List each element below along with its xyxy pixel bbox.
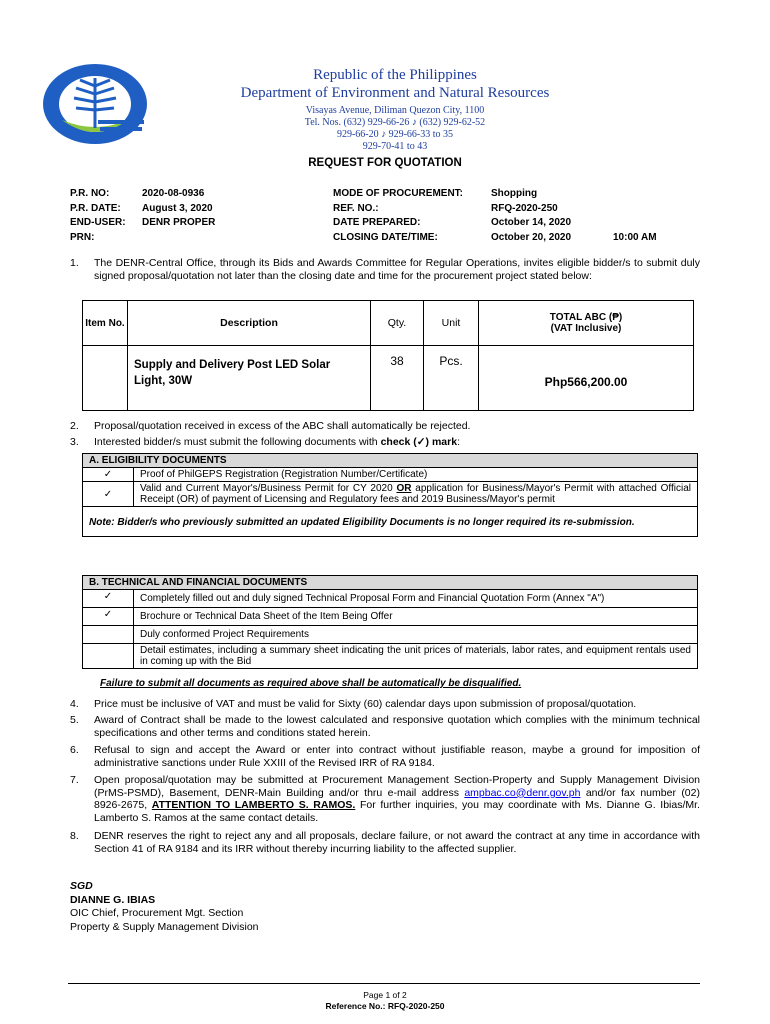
meta-row: REF. NO.: RFQ-2020-250: [333, 202, 558, 214]
item-2: 2. Proposal/quotation received in excess of the ABC shall automatically be rejected.: [70, 420, 471, 432]
check-mark-icon: ✓: [83, 590, 134, 608]
footer-reference: Reference No.: RFQ-2020-250: [325, 1001, 445, 1011]
document-title: REQUEST FOR QUOTATION: [308, 157, 462, 169]
checklist-row: [83, 468, 698, 482]
technical-section: [82, 575, 698, 669]
quotation-row: [83, 346, 694, 411]
eligibility-section: [82, 453, 698, 537]
failure-note: Failure to submit all documents as required above shall be automatically be disqualified.: [100, 678, 522, 689]
qty-cell: 38: [371, 346, 424, 411]
check-mark-icon: ✓: [83, 608, 134, 626]
checklist-row: [83, 608, 698, 626]
eligibility-header: A. ELIGIBILITY DOCUMENTS: [83, 454, 698, 468]
meta-row: P.R. DATE: August 3, 2020: [70, 202, 213, 214]
meta-left: [70, 187, 215, 245]
tel-line-3: 929-70-41 to 43: [362, 141, 428, 152]
email-link[interactable]: ampbac.co@denr.gov.ph: [464, 786, 581, 799]
page-number: Page 1 of 2: [363, 990, 407, 1000]
sgd-label: SGD: [70, 880, 93, 892]
signatory-title: OIC Chief, Procurement Mgt. Section: [70, 907, 244, 919]
meta-row: MODE OF PROCUREMENT: Shopping: [333, 188, 538, 199]
item-1: 1. The DENR-Central Office, through its Bids and Awards Committee for Regular Operations, invites eligible bidder/s to submit duly signed proposal/quotation not later than the closing date and time for the procurement project stated below:: [70, 257, 700, 282]
checklist-text: Detail estimates, including a summary sheet indicating the unit prices of materials, labor rates, and equipment rentals used in coming up with the Bid: [134, 644, 698, 669]
meta-row: CLOSING DATE/TIME: October 20, 2020 10:00 AM: [333, 231, 657, 243]
checklist-text: Valid and Current Mayor's/Business Permit for CY 2020 OR application for Business/Mayor's Permit with attached Official Receipt (OR) of payment of Licensing and Regulatory fees and 2019 Business/Mayor's permit: [134, 482, 698, 507]
eligibility-note: Note: Bidder/s who previously submitted an updated Eligibility Documents is no longer required its re-submission.: [83, 507, 698, 537]
checklist-text: Duly conformed Project Requirements: [134, 626, 698, 644]
item-3: 3. Interested bidder/s must submit the following documents with check (✓) mark:: [70, 436, 460, 448]
footer-rule: [68, 983, 700, 984]
item-7: 7. Open proposal/quotation may be submitted at Procurement Management Section-Property and Supply Management Division (PrMS-PSMD), Basement, DENR-Main Building and/or thru e-mail address ampbac.co@denr.gov.ph and/or fax number (02) 8926-2675, ATTENTION TO LAMBERTO S. RAMOS. For further inquiries, you may coordinate with Ms. Dianne G. Ibias/Mr. Lamberto S. Ramos at the same contact details.: [70, 774, 700, 824]
eligibility-table: [82, 453, 698, 537]
item-no-header: Item No.: [83, 301, 128, 346]
description-cell: Supply and Delivery Post LED Solar Light, 30W: [128, 346, 371, 411]
meta-row: END-USER: DENR PROPER: [70, 217, 216, 228]
signatory-name: DIANNE G. IBIAS: [70, 893, 156, 906]
checklist-row: [83, 626, 698, 644]
item-4: 4. Price must be inclusive of VAT and must be valid for Sixty (60) calendar days upon submission of proposal/quotation.: [70, 698, 637, 710]
quotation-header-row: [83, 301, 694, 346]
item-8: 8. DENR reserves the right to reject any and all proposals, declare failure, or not award the contract at any time in accordance with Section 41 of RA 9184 and its IRR without thereby incurring liability to the affected supplier.: [70, 830, 700, 855]
meta-row: P.R. NO: 2020-08-0936: [70, 188, 205, 199]
denr-logo: [40, 62, 150, 147]
address-line: Visayas Avenue, Diliman Quezon City, 1100: [305, 105, 485, 116]
item-5: 5. Award of Contract shall be made to the lowest calculated and responsive quotation which complies with the minimum technical specifications and other terms and conditions stated herein.: [70, 714, 700, 739]
qty-header: Qty.: [371, 301, 424, 346]
checklist-text: Completely filled out and duly signed Technical Proposal Form and Financial Quotation Form (Annex "A"): [134, 590, 698, 608]
republic-line: Republic of the Philippines: [313, 67, 477, 83]
technical-header: B. TECHNICAL AND FINANCIAL DOCUMENTS: [83, 576, 698, 590]
item-no-cell: [83, 346, 128, 411]
tel-line-1: Tel. Nos. (632) 929-66-26 ♪ (632) 929-62-52: [304, 117, 486, 128]
signatory-division: Property & Supply Management Division: [70, 920, 259, 933]
item-6: 6. Refusal to sign and accept the Award or enter into contract without justifiable reason, maybe a ground for imposition of administrative sanctions under Rule XXIII of the Revised IRR of RA 9184.: [70, 744, 700, 769]
abc-cell: Php566,200.00: [479, 346, 694, 411]
check-mark-icon: ✓: [83, 482, 134, 507]
department-line: Department of Environment and Natural Resources: [240, 85, 550, 101]
checklist-row: [83, 590, 698, 608]
checklist-text: Proof of PhilGEPS Registration (Registration Number/Certificate): [134, 468, 698, 482]
checklist-row: [83, 644, 698, 669]
checklist-row: [83, 482, 698, 507]
meta-row: PRN:: [70, 231, 95, 243]
empty-check-cell: [83, 626, 134, 644]
checklist-text: Brochure or Technical Data Sheet of the Item Being Offer: [134, 608, 698, 626]
quotation-table: [82, 300, 694, 411]
unit-cell: Pcs.: [424, 346, 479, 411]
tel-line-2: 929-66-20 ♪ 929-66-33 to 35: [336, 129, 454, 140]
description-header: Description: [128, 301, 371, 346]
signature-block: [70, 880, 259, 934]
eligibility-note-row: [83, 507, 698, 537]
abc-header: TOTAL ABC (₱) (VAT Inclusive): [479, 301, 694, 346]
unit-header: Unit: [424, 301, 479, 346]
meta-row: DATE PREPARED: October 14, 2020: [333, 217, 572, 228]
meta-right: [333, 187, 657, 245]
empty-check-cell: [83, 644, 134, 669]
technical-table: [82, 575, 698, 669]
check-mark-icon: ✓: [83, 468, 134, 482]
